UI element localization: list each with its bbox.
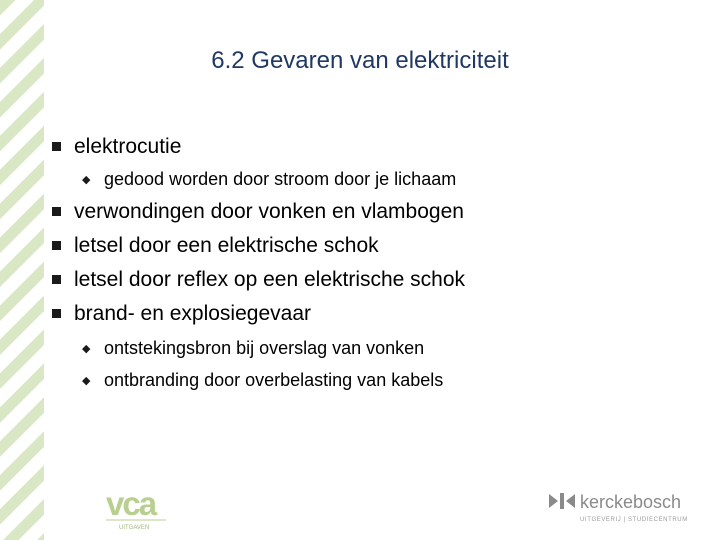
bullet-text: elektrocutie — [74, 135, 182, 158]
vca-logo-wordmark: vca — [106, 486, 156, 522]
vca-logo — [104, 486, 174, 532]
square-bullet-icon — [52, 241, 61, 250]
kerckebosch-mark-icon — [549, 493, 575, 509]
bullet-item — [52, 301, 311, 327]
bullet-item — [52, 233, 379, 259]
square-bullet-icon — [52, 309, 61, 318]
diagonal-stripe-band — [0, 0, 44, 540]
square-bullet-icon — [52, 142, 61, 151]
diamond-bullet-icon: ◆ — [82, 174, 91, 186]
bullet-text: letsel door een elektrische schok — [74, 234, 379, 257]
square-bullet-icon — [52, 275, 61, 284]
bullet-item — [52, 199, 464, 225]
diamond-bullet-icon: ◆ — [82, 375, 91, 387]
kerckebosch-subtitle: UITGEVERIJ | STUDIECENTRUM — [580, 517, 688, 523]
square-bullet-icon — [52, 207, 61, 216]
bullet-text: verwondingen door vonken en vlambogen — [74, 200, 464, 223]
bullet-text: brand- en explosiegevaar — [74, 302, 311, 325]
sub-bullet-item — [82, 337, 424, 360]
sub-bullet-text: ontbranding door overbelasting van kabels — [104, 370, 444, 390]
kerckebosch-wordmark: kerckebosch — [580, 492, 682, 512]
slide-title: 6.2 Gevaren van elektriciteit — [211, 47, 509, 74]
sub-bullet-text: gedood worden door stroom door je lichaam — [104, 169, 457, 189]
kerckebosch-logo — [549, 490, 714, 526]
diamond-bullet-icon: ◆ — [82, 343, 91, 355]
vca-logo-subtitle: UITGAVEN — [119, 525, 150, 531]
sub-bullet-item — [82, 369, 443, 392]
sub-bullet-text: ontstekingsbron bij overslag van vonken — [104, 338, 425, 358]
bullet-item — [52, 134, 181, 160]
bullet-text: letsel door reflex op een elektrische schok — [74, 268, 466, 291]
sub-bullet-item — [82, 168, 456, 191]
bullet-item — [52, 267, 465, 293]
